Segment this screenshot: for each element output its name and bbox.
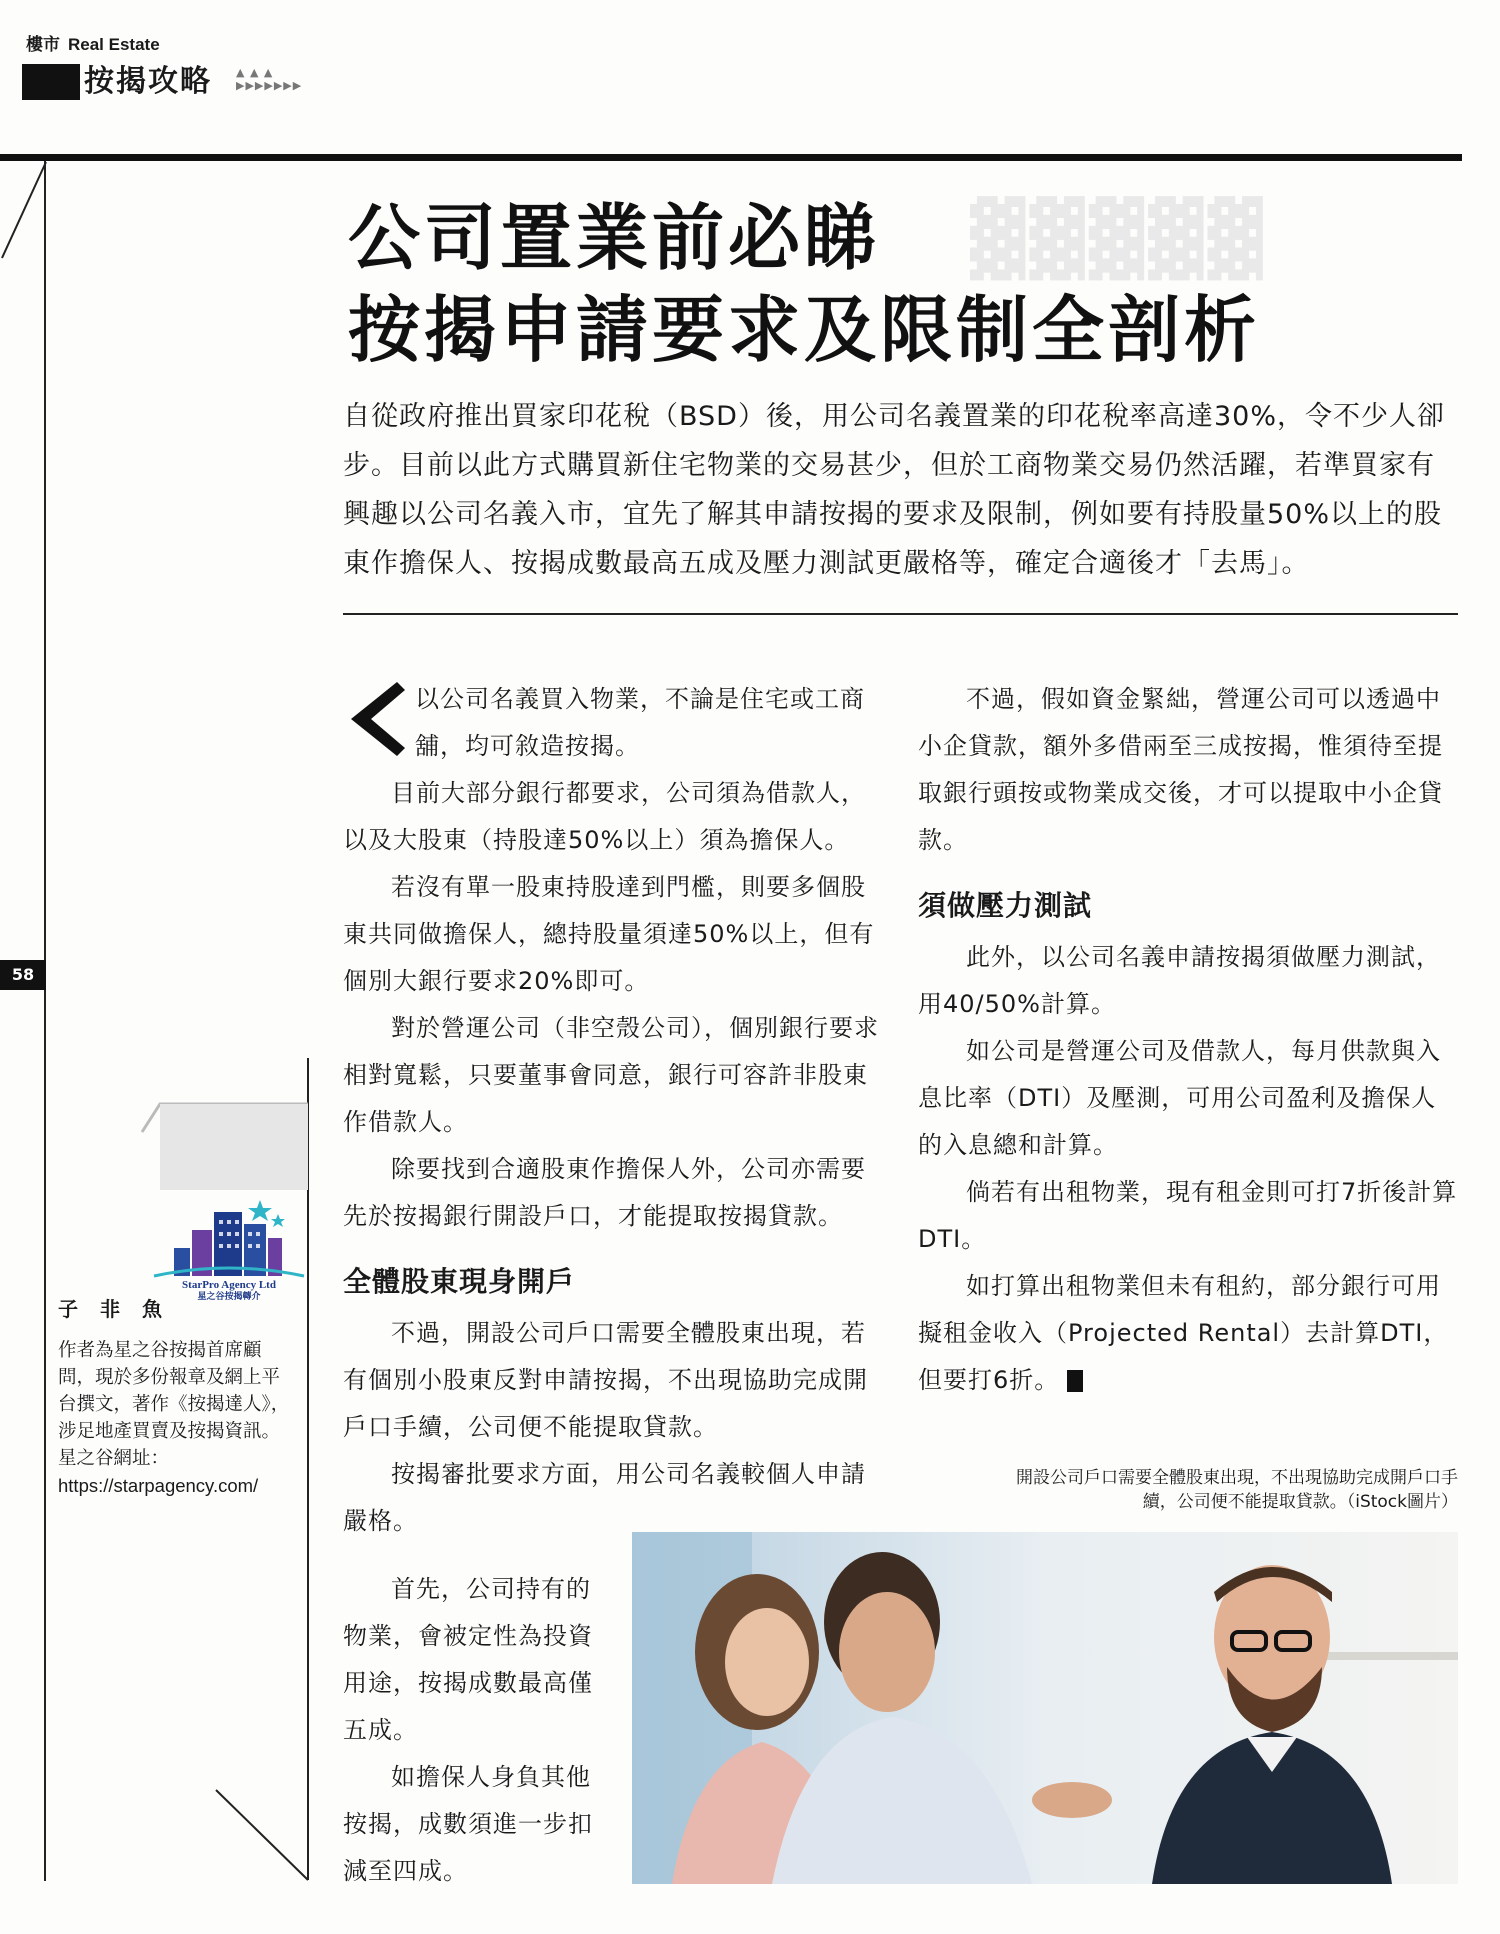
author-name: 子非魚 [58,1297,184,1321]
author-box-notch-icon [140,1102,310,1192]
paragraph: 此外，以公司名義申請按揭須做壓力測試，用40/50%計算。 [918,943,1441,1018]
paragraph: 若沒有單一股東持股達到門檻，則要多個股東共同做擔保人，總持股量須達50%以上，但有個別大銀行要求20%即可。 [343,873,875,995]
logo-name-zh: 星之谷按揭轉介 [197,1292,261,1300]
paragraph: 首先，公司持有的物業，會被定性為投資用途，按揭成數最高僅五成。 [343,1575,593,1744]
section-label: 樓市 [26,35,60,55]
website-label: 星之谷網址： [58,1448,170,1469]
paragraph: 以公司名義買入物業，不論是住宅或工商舖，均可敘造按揭。 [415,685,865,760]
paragraph: 如擔保人身負其他按揭，成數須進一步扣減至四成。 [343,1763,593,1885]
body-column-1-narrow [343,1566,615,1895]
arrow-decoration-icon: ▲ ▲ ▲ ▶▶▶▶▶▶▶ [236,66,303,92]
ghost-title-decoration: ▓▓▓▓▓ [970,196,1267,280]
paragraph: 目前大部分銀行都要求，公司須為借款人，以及大股東（持股達50%以上）須為擔保人。 [343,779,866,854]
paragraph: 除要找到合適股東作擔保人外，公司亦需要先於按揭銀行開設戶口，才能提取按揭貸款。 [343,1155,866,1230]
article-title [348,192,1260,376]
section-label-en: Real Estate [68,35,160,54]
paragraph: 如公司是營運公司及借款人，每月供款與入息比率（DTI）及壓測，可用公司盈利及擔保人的入息總和計算。 [918,1037,1441,1159]
handshake-photo [632,1532,1458,1884]
photo-caption: 開設公司戶口需要全體股東出現，不出現協助完成開戶口手續，公司便不能提取貸款。（iStock圖片） [1016,1468,1458,1512]
title-line-2: 按揭申請要求及限制全剖析 [348,288,1261,372]
paragraph: 對於營運公司（非空殼公司），個別銀行要求相對寬鬆，只要董事會同意，銀行可容許非股東作借款人。 [343,1014,879,1136]
page-number: 58 [0,960,46,990]
top-rule [0,154,1462,161]
author-bio [58,1337,298,1499]
column-name: 按揭攻略 [84,64,212,99]
title-line-1: 公司置業前必睇 [348,196,881,280]
author-bio-text: 作者為星之谷按揭首席顧問，現於多份報章及網上平台撰文，著作《按揭達人》，涉足地產買賣及按揭資訊。 [58,1340,290,1442]
starpro-logo [150,1190,308,1300]
frame-bottom-diagonal-icon [214,1788,310,1882]
logo-name-en: StarPro Agency Ltd [182,1279,276,1291]
frame-diagonal-icon [0,158,48,278]
lead-divider [343,613,1458,615]
body-column-2 [918,676,1458,1404]
section-tag [26,30,160,55]
paragraph: 不過，開設公司戶口需要全體股東出現，若有個別小股東反對申請按揭，不出現協助完成開戶口手續，公司便不能提取貸款。 [343,1319,868,1441]
paragraph-text: 如打算出租物業但未有租約，部分銀行可用擬租金收入（Projected Rental）去計算DTI，但要打6折。 [918,1272,1449,1394]
subheading: 須做壓力測試 [918,889,1093,922]
column-block [22,64,80,100]
end-mark-icon [1067,1370,1083,1392]
lead-paragraph: 自從政府推出買家印花稅（BSD）後，用公司名義置業的印花稅率高達30%，令不少人卻步。目前以此方式購買新住宅物業的交易甚少，但於工商物業交易仍然活躍，若準買家有興趣以公司名義入市，宜先了解其申請按揭的要求及限制，例如要有持股量50%以上的股東作擔保人、按揭成數最高五成及壓力測試更嚴格等，確定合適後才「去馬」。 [343,401,1445,579]
subheading: 全體股東現身開戶 [343,1265,576,1298]
paragraph [918,1263,1458,1404]
website-link[interactable]: https://starpagency.com/ [58,1475,259,1496]
paragraph: 不過，假如資金緊絀，營運公司可以透過中小企貸款，額外多借兩至三成按揭，惟須待至提取銀行頭按或物業成交後，才可以提取中小企貸款。 [918,685,1443,854]
paragraph: 倘若有出租物業，現有租金則可打7折後計算DTI。 [918,1178,1458,1253]
body-column-1 [343,676,883,1545]
paragraph: 按揭審批要求方面，用公司名義較個人申請嚴格。 [343,1460,866,1535]
left-frame-line [44,161,46,1881]
